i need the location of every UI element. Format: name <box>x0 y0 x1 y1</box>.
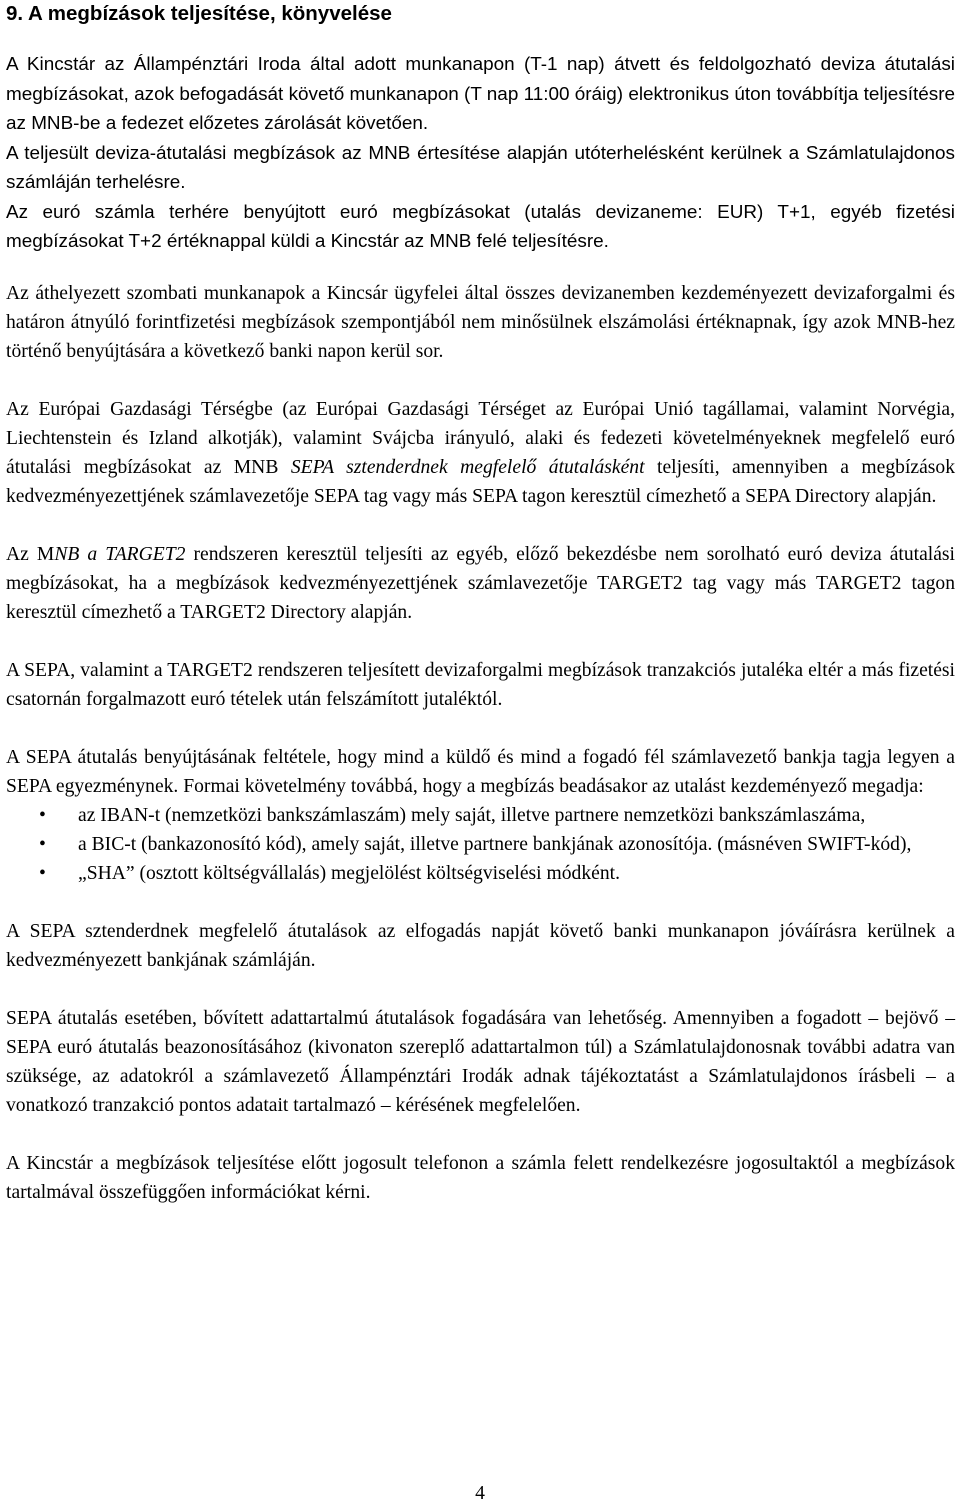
target2-paragraph-italic: NB a TARGET2 <box>54 543 186 565</box>
bullet-icon: • <box>39 833 46 855</box>
bullet-icon: • <box>39 862 46 884</box>
list-item-text: az IBAN-t (nemzetközi bankszámlaszám) mely saját, illetve partnere nemzetközi bankszámlaszáma, <box>78 804 866 826</box>
intro-paragraph-3: Az euró számla terhére benyújtott euró megbízásokat (utalás devizaneme: EUR) T+1, egyéb fizetési megbízásokat T+2 értéknappal küldi a Kincstár az MNB felé teljesítésre. <box>6 201 955 252</box>
sepa-paragraph <box>6 395 955 511</box>
list-item-text: a BIC-t (bankazonosító kód), amely saját, illetve partnere bankjának azonosítója. (másnéven SWIFT-kód), <box>78 833 912 855</box>
document-page <box>6 0 955 1207</box>
target2-paragraph <box>6 540 955 627</box>
target2-paragraph-part-a: Az M <box>6 543 55 565</box>
extended-data-paragraph: SEPA átutalás esetében, bővített adattartalmú átutalások fogadására van lehetőség. Amennyiben a fogadott – bejövő – SEPA euró átutalás beazonosításához (kivonaton szereplő adattartalmon túl) a Számlatulajdonosnak további adatra van szüksége, az adatokról a számlavezető Állampénztári Irodák adnak tájékoztatást a Számlatulajdonos írásbeli – a vonatkozó tranzakció pontos adatait tartalmazó – kérésének megfelelően. <box>6 1007 955 1116</box>
target2-paragraph-part-c: rendszeren keresztül teljesíti az egyéb, előző bekezdésbe nem sorolható euró deviza átutalási megbízásokat, ha a megbízások kedvezményezettjének számlavezetője TARGET2 tag vagy más TARGET2 tagon keresztül címezhető a TARGET2 Directory alapján. <box>6 543 956 623</box>
list-item <box>6 801 955 830</box>
saturday-paragraph: Az áthelyezett szombati munkanapok a Kincsár ügyfelei által összes devizanemben kezdeményezett devizaforgalmi és határon átnyúló forintfizetési megbízások szempontjából nem minősülnek elszámolási értéknapnak, így azok MNB-hez történő benyújtására a következő banki napon kerül sor. <box>6 282 955 362</box>
credit-paragraph: A SEPA sztenderdnek megfelelő átutalások az elfogadás napját követő banki munkanapon jóváírásra kerülnek a kedvezményezett bankjának számláján. <box>6 920 955 971</box>
condition-paragraph: A SEPA átutalás benyújtásának feltétele, hogy mind a küldő és mind a fogadó fél számlavezető bankja tagja legyen a SEPA egyezménynek. Formai követelmény továbbá, hogy a megbízás beadásakor az utalást kezdeményező megadja: <box>6 746 955 797</box>
list-item <box>6 859 955 888</box>
intro-paragraph-1: A Kincstár az Állampénztári Iroda által adott munkanapon (T-1 nap) átvett és feldolgozható deviza átutalási megbízásokat, azok befogadását követő munkanapon (T nap 11:00 óráig) elektronikus úton továbbítja teljesítésre az MNB-be a fedezet előzetes zárolását követően. <box>6 54 955 134</box>
phone-paragraph: A Kincstár a megbízások teljesítése előtt jogosult telefonon a számla felett rendelkezésre jogosultaktól a megbízások tartalmával összefüggően információkat kérni. <box>6 1152 955 1203</box>
list-item <box>6 830 955 859</box>
section-heading: 9. A megbízások teljesítése, könyvelése <box>6 2 392 25</box>
list-item-text: „SHA” (osztott költségvállalás) megjelölést költségviselési módként. <box>78 862 620 884</box>
bullet-icon: • <box>39 804 46 826</box>
sepa-paragraph-part-c: teljesíti, amennyiben a megbízások kedvezményezettjének számlavezetője SEPA tag vagy más SEPA tagon keresztül címezhető a SEPA Directory alapján. <box>6 456 955 507</box>
requirements-list <box>6 801 955 888</box>
page-number: 4 <box>475 1483 485 1504</box>
sepa-paragraph-part-a: Az Európai Gazdasági Térségbe (az Európai Gazdasági Térséget az Európai Unió tagállamai, valamint Norvégia, Liechtenstein és Izland alkotják), valamint Svájcba irányuló, alaki és fedezeti követelményeknek megfelelő euró átutalási megbízásokat az MNB <box>6 398 955 478</box>
intro-paragraph-2: A teljesült deviza-átutalási megbízások az MNB értesítése alapján utóterhelésként kerülnek a Számlatulajdonos számláján terhelésre. <box>6 142 955 193</box>
fee-paragraph: A SEPA, valamint a TARGET2 rendszeren teljesített devizaforgalmi megbízások tranzakciós jutaléka eltér a más fizetési csatornán forgalmazott euró tételek után felszámított jutaléktól. <box>6 659 955 710</box>
sepa-paragraph-italic: SEPA sztenderdnek megfelelő átutalásként <box>290 456 645 478</box>
